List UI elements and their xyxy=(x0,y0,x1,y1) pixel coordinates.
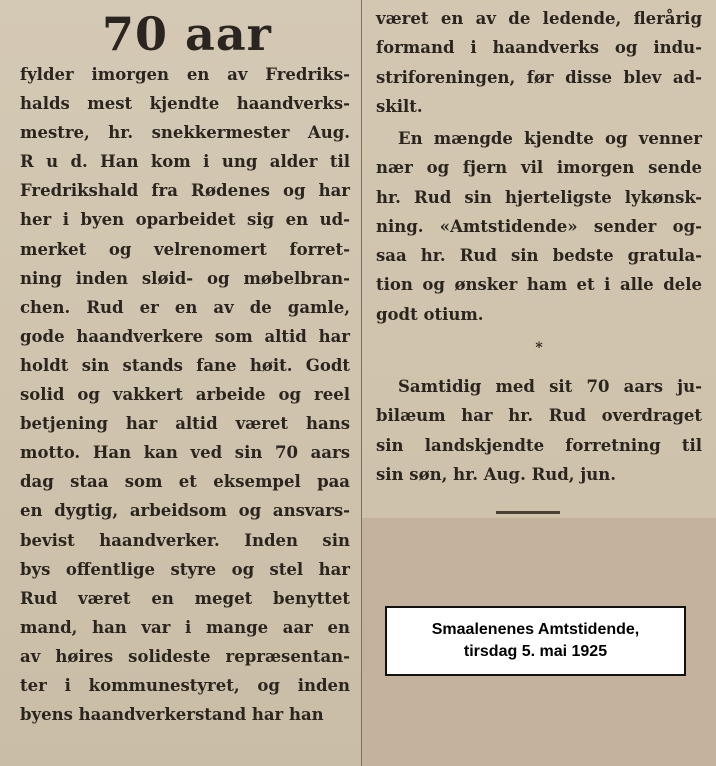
text-line: her i byen oparbeidet sig en ud- xyxy=(20,210,350,230)
text-line: gode haandverkere som altid har xyxy=(20,326,350,346)
text-line: mand, han var i mange aar en xyxy=(20,617,350,637)
text-line: av høires solideste repræsentan- xyxy=(20,646,350,666)
text-line: formand i haandverks og indu- xyxy=(376,38,702,58)
text-line: byens haandverkerstand har han xyxy=(20,705,324,725)
right-column-paragraph-2 xyxy=(376,124,702,329)
text-line: Fredrikshald fra Rødenes og har xyxy=(20,181,350,201)
text-line: solid og vakkert arbeide og reel xyxy=(20,385,350,405)
text-line: fylder imorgen en av Fredriks- xyxy=(20,65,350,84)
text-line: motto. Han kan ved sin 70 aars xyxy=(20,443,350,463)
text-line: sin landskjendte forretning til xyxy=(376,435,702,455)
text-line: bilæum har hr. Rud overdraget xyxy=(376,406,702,426)
caption-newspaper-name: Smaalenenes Amtstidende, xyxy=(431,621,640,638)
text-line: Rud været en meget benyttet xyxy=(20,588,350,608)
text-line: tion og ønsker ham et i alle dele xyxy=(376,275,702,295)
text-line: godt otium. xyxy=(376,304,484,324)
text-line: halds mest kjendte haandverks- xyxy=(20,94,350,114)
separator-star xyxy=(376,334,702,363)
text-line: saa hr. Rud sin bedste gratula- xyxy=(376,246,702,266)
text-line: merket og velrenomert forret- xyxy=(20,239,350,259)
text-line: skilt. xyxy=(376,96,423,116)
text-line: sin søn, hr. Aug. Rud, jun. xyxy=(376,464,617,484)
text-line: ter i kommunestyret, og inden xyxy=(20,675,350,695)
text-line: betjening har altid været hans xyxy=(20,414,350,434)
text-line: En mængde kjendte og venner xyxy=(398,129,702,148)
text-line: holdt sin stands fane høit. Godt xyxy=(20,355,350,375)
separator-star-glyph: * xyxy=(535,340,543,356)
text-line: R u d. Han kom i ung alder til xyxy=(20,152,350,172)
text-line: hr. Rud sin hjerteligste lykønsk- xyxy=(376,187,702,207)
text-line: ning. «Amtstidende» sender og- xyxy=(376,216,702,236)
text-line: dag staa som et eksempel paa xyxy=(20,472,350,492)
caption-date: tirsdag 5. mai 1925 xyxy=(463,643,608,660)
article-headline: 70 aar xyxy=(102,7,272,61)
text-line: chen. Rud er en av de gamle, xyxy=(20,297,350,317)
right-column-paragraph-3 xyxy=(376,372,702,489)
text-line: været en av de ledende, flerårig xyxy=(376,9,702,28)
text-line: mestre, hr. snekkermester Aug. xyxy=(20,123,350,143)
text-line: Samtidig med sit 70 aars ju- xyxy=(398,377,702,396)
text-line: bevist haandverker. Inden sin xyxy=(20,530,350,550)
right-column-paragraph-1 xyxy=(376,4,702,121)
text-line: striforeningen, før disse blev ad- xyxy=(376,67,702,87)
text-line: en dygtig, arbeidsom og ansvars- xyxy=(20,501,350,521)
left-column-text xyxy=(20,60,350,729)
text-line: ning inden sløid- og møbelbran- xyxy=(20,268,350,288)
text-line: bys offentlige styre og stel har xyxy=(20,559,350,579)
column-divider xyxy=(361,0,362,766)
source-caption-box xyxy=(385,606,686,676)
text-line: nær og fjern vil imorgen sende xyxy=(376,158,702,178)
article-end-rule xyxy=(496,511,560,514)
